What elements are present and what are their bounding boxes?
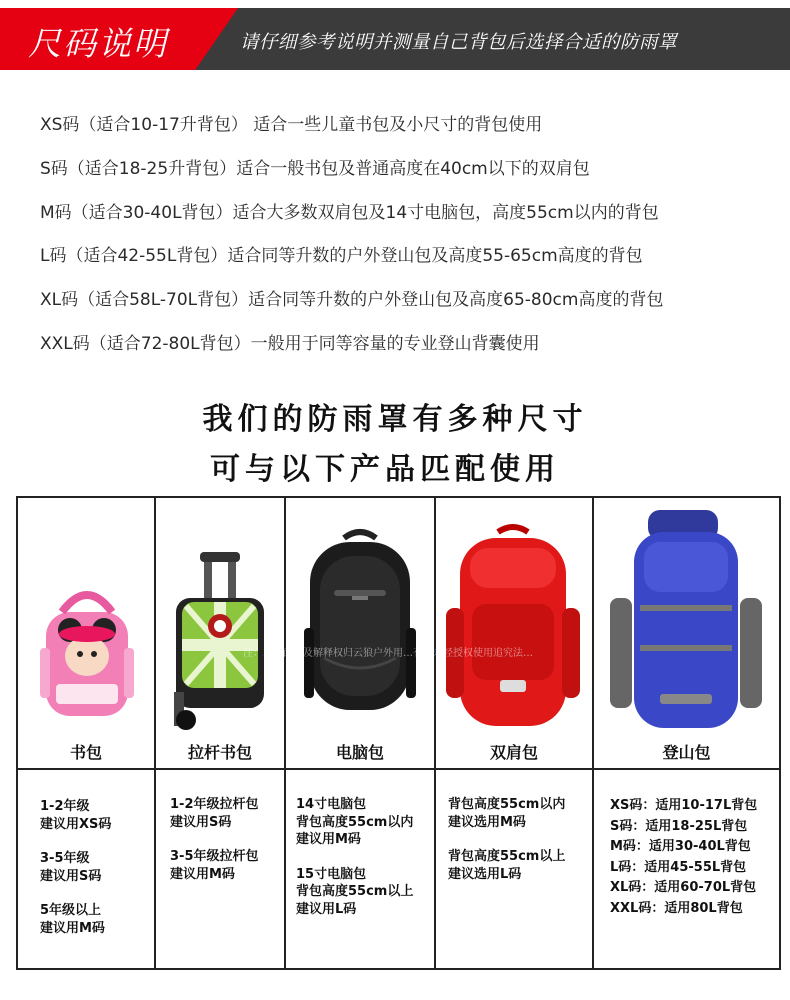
size-list xyxy=(40,113,780,376)
headline-line-1: 我们的防雨罩有多种尺寸 xyxy=(202,402,588,437)
black-laptop-backpack-image xyxy=(294,508,426,736)
header-banner xyxy=(0,8,790,70)
note-line: S码：适用18-25L背包 xyxy=(610,818,748,834)
column-divider xyxy=(154,498,156,968)
row-divider xyxy=(18,768,779,770)
note-line: 建议用L码 xyxy=(296,901,357,917)
note-line: 建议用M码 xyxy=(296,832,361,847)
pink-kids-schoolbag-image xyxy=(32,508,142,736)
headline-line-2: 可与以下产品匹配使用 xyxy=(210,452,560,487)
note-line: 建议用XS码 xyxy=(40,816,112,832)
notes-laptop-backpack xyxy=(296,796,413,918)
note-line: 背包高度55cm以内 xyxy=(296,814,414,830)
size-row-l: L码（适合42-55L背包）适合同等升数的户外登山包及高度55-65cm高度的背包 xyxy=(40,246,643,267)
note-line: XXL码：适用80L背包 xyxy=(610,900,743,916)
note-line: 背包高度55cm以内 xyxy=(448,797,566,812)
size-row-m: M码（适合30-40L背包）适合大多数双肩包及14寸电脑包，高度55cm以内的背包 xyxy=(40,202,659,223)
note-line: 1-2年级 xyxy=(40,799,90,814)
note-line: XL码：适用60-70L背包 xyxy=(610,880,757,895)
note-line: M码：适用30-40L背包 xyxy=(610,839,751,854)
note-line: 建议用M码 xyxy=(170,866,235,882)
green-trolley-schoolbag-image xyxy=(164,508,276,736)
product-name-daypack: 双肩包 xyxy=(489,743,538,762)
column-divider xyxy=(284,498,286,968)
note-line: 5年级以上 xyxy=(40,903,102,918)
column-divider xyxy=(592,498,594,968)
notes-hiking-backpack xyxy=(610,796,757,919)
red-daypack-image xyxy=(442,508,584,736)
notes-trolley-bag xyxy=(170,796,259,883)
note-line: 背包高度55cm以上 xyxy=(296,884,414,899)
column-divider xyxy=(434,498,436,968)
size-row-xl: XL码（适合58L-70L背包）适合同等升数的户外登山包及高度65-80cm高度的背包 xyxy=(40,290,664,311)
note-line: 建议选用M码 xyxy=(448,814,526,830)
size-row-xxl: XXL码（适合72-80L背包）一般用于同等容量的专业登山背囊使用 xyxy=(40,333,540,354)
product-table xyxy=(16,496,781,970)
product-name-trolley-bag: 拉杆书包 xyxy=(187,743,252,762)
notes-schoolbag xyxy=(40,798,111,937)
note-line: 15寸电脑包 xyxy=(296,866,367,882)
note-line: 建议用M码 xyxy=(40,920,105,936)
note-line: 建议用S码 xyxy=(40,868,102,884)
banner-tip: 请仔细参考说明并测量自己背包后选择合适的防雨罩 xyxy=(240,32,678,53)
note-line: XS码：适用10-17L背包 xyxy=(610,798,758,813)
note-line: 14寸电脑包 xyxy=(296,797,367,812)
size-row-xs: XS码（适合10-17升背包） 适合一些儿童书包及小尺寸的背包使用 xyxy=(40,115,543,135)
product-name-laptop-backpack: 电脑包 xyxy=(335,743,384,762)
product-name-hiking-backpack: 登山包 xyxy=(662,743,711,762)
note-line: L码：适用45-55L背包 xyxy=(610,859,747,875)
note-line: 3-5年级 xyxy=(40,851,90,866)
size-row-s: S码（适合18-25升背包）适合一般书包及普通高度在40cm以下的双肩包 xyxy=(40,158,590,179)
note-line: 背包高度55cm以上 xyxy=(448,849,566,864)
product-name-schoolbag: 书包 xyxy=(69,743,102,762)
watermark-text: 注：本页面…及解释权归云狼户外用…有…未经授权使用追究法… xyxy=(243,648,533,659)
banner-title: 尺码说明 xyxy=(28,24,168,63)
note-line: 建议选用L码 xyxy=(448,866,522,882)
note-line: 建议用S码 xyxy=(170,814,232,830)
notes-daypack xyxy=(448,796,565,883)
note-line: 1-2年级拉杆包 xyxy=(170,797,259,812)
blue-hiking-backpack-image xyxy=(600,508,772,736)
note-line: 3-5年级拉杆包 xyxy=(170,849,259,864)
